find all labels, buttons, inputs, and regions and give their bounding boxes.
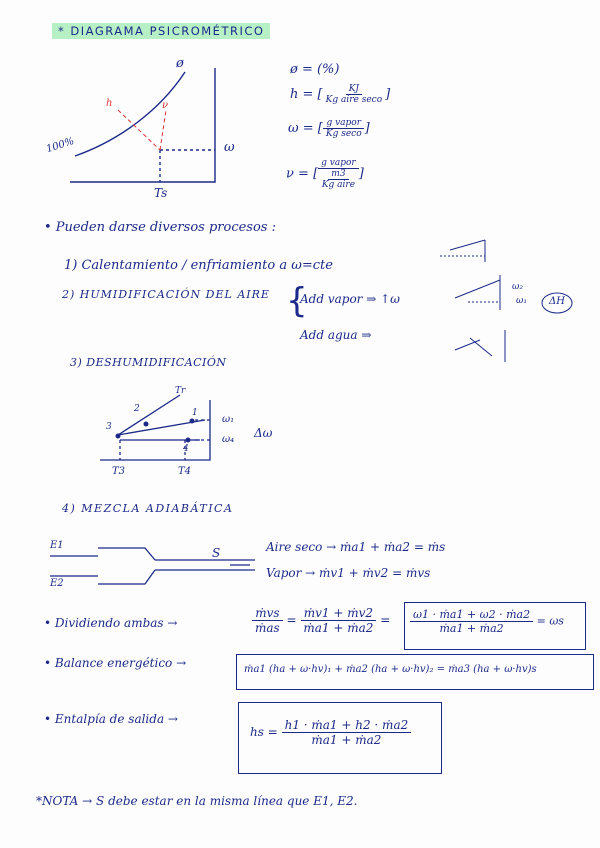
process-2-brace: { xyxy=(286,281,308,321)
def-v-num: g vapor xyxy=(318,158,359,169)
process-3-label: 3) DESHUMIDIFICACIÓN xyxy=(70,356,227,369)
dividing-mid-num: ṁv1 + ṁv2 xyxy=(301,606,376,621)
title-text: * DIAGRAMA PSICROMÉTRICO xyxy=(52,23,270,39)
dividing-rhs-den: ṁa1 + ṁa2 xyxy=(439,622,504,635)
process-3-w4: ω₄ xyxy=(222,434,235,445)
enthalpy-num: h1 · ṁa1 + h2 · ṁa2 xyxy=(282,718,412,733)
dividing-lhs-num: ṁvs xyxy=(252,606,282,621)
mix-e2: E2 xyxy=(50,578,64,589)
dividing-rhs xyxy=(410,608,564,635)
mass-dry-air: Aire seco → ṁa1 + ṁa2 = ṁs xyxy=(266,540,446,554)
note: *NOTA → S debe estar en la misma línea que E1, E2. xyxy=(36,794,358,808)
dividing-mid-den: ṁa1 + ṁa2 xyxy=(303,621,374,635)
process-3-tr: Tr xyxy=(175,386,186,396)
def-w-num: g vapor xyxy=(323,118,364,129)
dividing-ws: = ωs xyxy=(536,614,564,628)
volume-line xyxy=(160,110,166,150)
enthalpy-lhs: hs = xyxy=(250,725,278,739)
processes-intro: • Pueden darse diversos procesos : xyxy=(44,220,276,235)
def-h-lhs: h = xyxy=(290,87,314,102)
saturation-curve xyxy=(75,72,185,156)
dividing-rhs-num: ω1 · ṁa1 + ω2 · ṁa2 xyxy=(410,608,533,622)
phi-label: ø xyxy=(176,56,184,71)
def-h-den: Kg aire seco xyxy=(325,95,383,105)
def-h: h = [ $\frac{KJ}{\text{Kg aire seco}}$ ] xyxy=(290,84,391,105)
def-w-lhs: ω = xyxy=(288,121,314,136)
process-3-n4: 4 xyxy=(183,444,189,454)
process-3-n2: 2 xyxy=(134,404,140,414)
dividing-label: • Dividiendo ambas → xyxy=(44,616,178,630)
v-line-label: ν xyxy=(162,100,169,111)
def-h-num: KJ xyxy=(346,84,362,95)
def-v: ν = [ g vapor m3 Kg aire ] xyxy=(286,158,364,190)
process-2-a: Add vapor ⇒ ↑ω xyxy=(300,292,400,306)
def-v-lhs: ν = xyxy=(286,166,309,182)
enthalpy-den: ṁa1 + ṁa2 xyxy=(311,733,382,747)
energy-equation: ṁa1 (ha + ω·hv)₁ + ṁa2 (ha + ω·hv)₂ = ṁa3 (ha + ω·hv)s xyxy=(244,664,537,675)
energy-label: • Balance energético → xyxy=(44,656,187,670)
def-v-den: Kg aire xyxy=(321,180,356,190)
process-3-w1: ω₁ xyxy=(222,414,235,425)
process-3-t4: T4 xyxy=(178,466,192,477)
delta-h-badge: ΔH xyxy=(549,296,565,307)
ts-label: Ts xyxy=(154,186,168,200)
mix-s: S xyxy=(212,546,221,560)
process-2-label: 2) HUMIDIFICACIÓN DEL AIRE xyxy=(62,288,270,301)
omega-label: ω xyxy=(224,140,235,155)
dividing-lhs: $\frac{\text{ṁvs}}{\text{ṁas}}$ = $\frac{\text{ṁv1 + ṁv2}}{\text{ṁa1 + ṁa2}}$ = xyxy=(252,606,390,635)
mix-e1: E1 xyxy=(50,540,64,551)
process-2-w2: ω₂ xyxy=(512,282,523,292)
h-line-label: h xyxy=(106,98,113,109)
process-3-dw: Δω xyxy=(254,426,273,440)
def-phi: ø = (%) xyxy=(290,62,340,77)
def-v-mid: m3 xyxy=(328,169,348,180)
process-3-t3: T3 xyxy=(112,466,126,477)
rh-label: 100% xyxy=(45,135,76,156)
process-1: 1) Calentamiento / enfriamiento a ω=cte xyxy=(64,258,333,273)
chart-axes xyxy=(70,68,215,182)
process-4-label: 4) MEZCLA ADIABÁTICA xyxy=(62,502,234,515)
process-2-w1: ω₁ xyxy=(516,296,527,306)
def-w: ω = [ $\frac{\text{g vapor}}{\text{Kg seco}}$ ] xyxy=(288,118,370,139)
mass-vapor: Vapor → ṁv1 + ṁv2 = ṁvs xyxy=(266,566,431,580)
dividing-lhs-den: ṁas xyxy=(255,621,280,635)
enthalpy-label: • Entalpía de salida → xyxy=(44,712,178,726)
def-w-den: Kg seco xyxy=(325,129,362,139)
process-3-n3: 3 xyxy=(106,422,112,432)
enthalpy-line xyxy=(118,110,160,150)
process-2-b: Add agua ⇒ xyxy=(300,328,372,342)
enthalpy-equation xyxy=(250,718,411,747)
process-3-n1: 1 xyxy=(192,408,198,418)
